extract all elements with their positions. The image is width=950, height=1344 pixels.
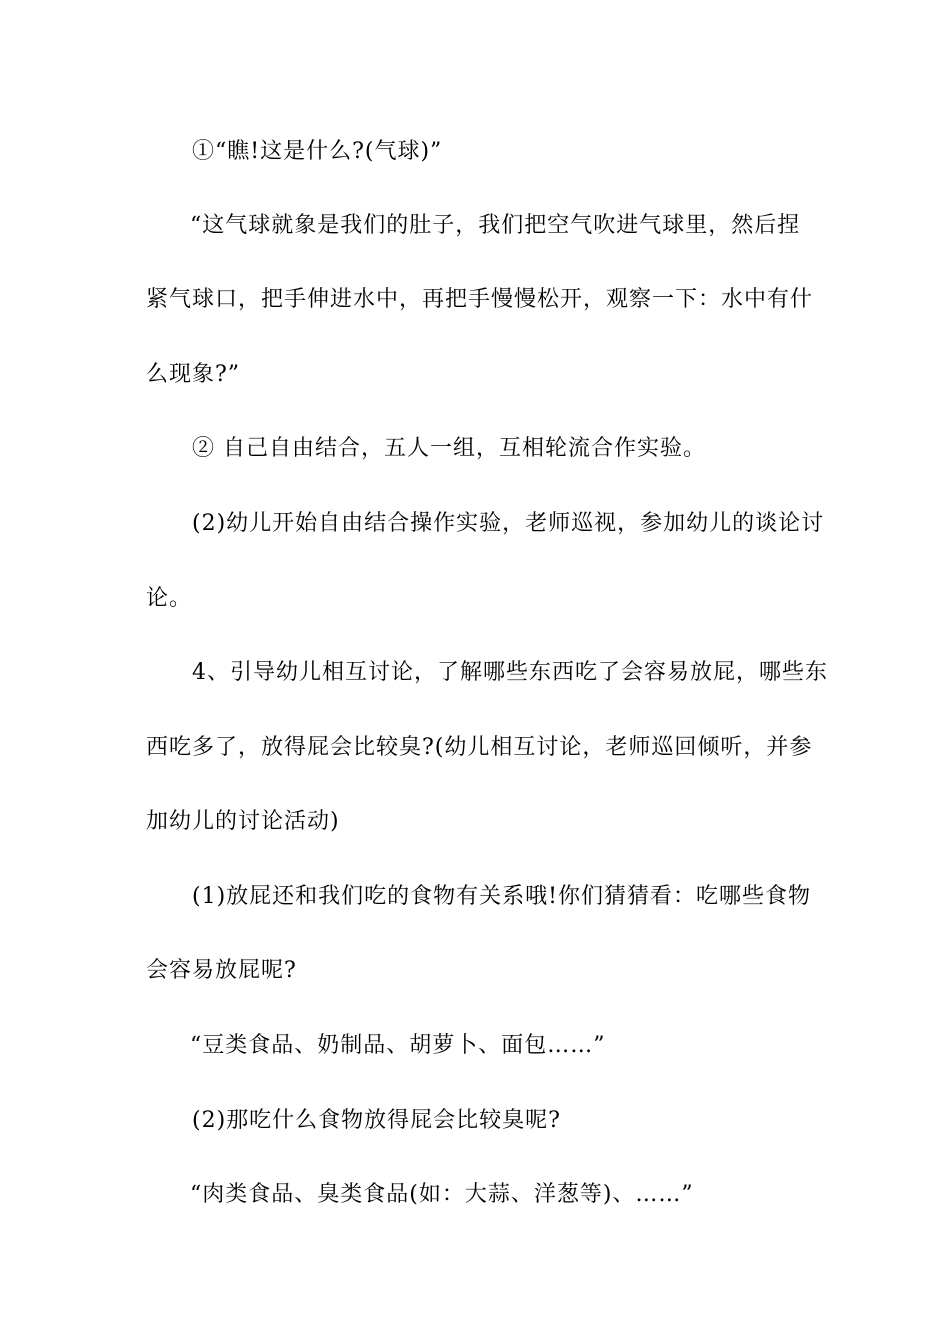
paragraph-line-2: “这气球就象是我们的肚子，我们把空气吹进气球里，然后捏 (190, 213, 801, 238)
paragraph-line-8: 4、引导幼儿相互讨论，了解哪些东西吃了会容易放屁，哪些东 (192, 660, 828, 685)
paragraph-line-10: 加幼儿的讨论活动) (146, 809, 340, 834)
paragraph-line-1: ①“瞧!这是什么?(气球)” (192, 139, 443, 164)
paragraph-line-4: 么现象?” (146, 362, 241, 387)
paragraph-line-14: (2)那吃什么食物放得屁会比较臭呢? (192, 1108, 561, 1133)
paragraph-line-15: “肉类食品、臭类食品(如：大蒜、洋葱等)、……” (190, 1182, 694, 1207)
paragraph-line-13: “豆类食品、奶制品、胡萝卜、面包……” (190, 1033, 606, 1058)
paragraph-line-12: 会容易放屁呢? (146, 958, 297, 983)
paragraph-line-9: 西吃多了，放得屁会比较臭?(幼儿相互讨论，老师巡回倾听，并参 (146, 735, 813, 760)
paragraph-line-11: (1)放屁还和我们吃的食物有关系哦!你们猜猜看：吃哪些食物 (192, 884, 812, 909)
paragraph-line-5: ② 自己自由结合，五人一组，互相轮流合作实验。 (192, 436, 706, 461)
paragraph-line-7: 论。 (146, 586, 193, 611)
paragraph-line-6: (2)幼儿开始自由结合操作实验，老师巡视，参加幼儿的谈论讨 (192, 511, 825, 536)
paragraph-line-3: 紧气球口，把手伸进水中，再把手慢慢松开，观察一下：水中有什 (146, 287, 814, 312)
